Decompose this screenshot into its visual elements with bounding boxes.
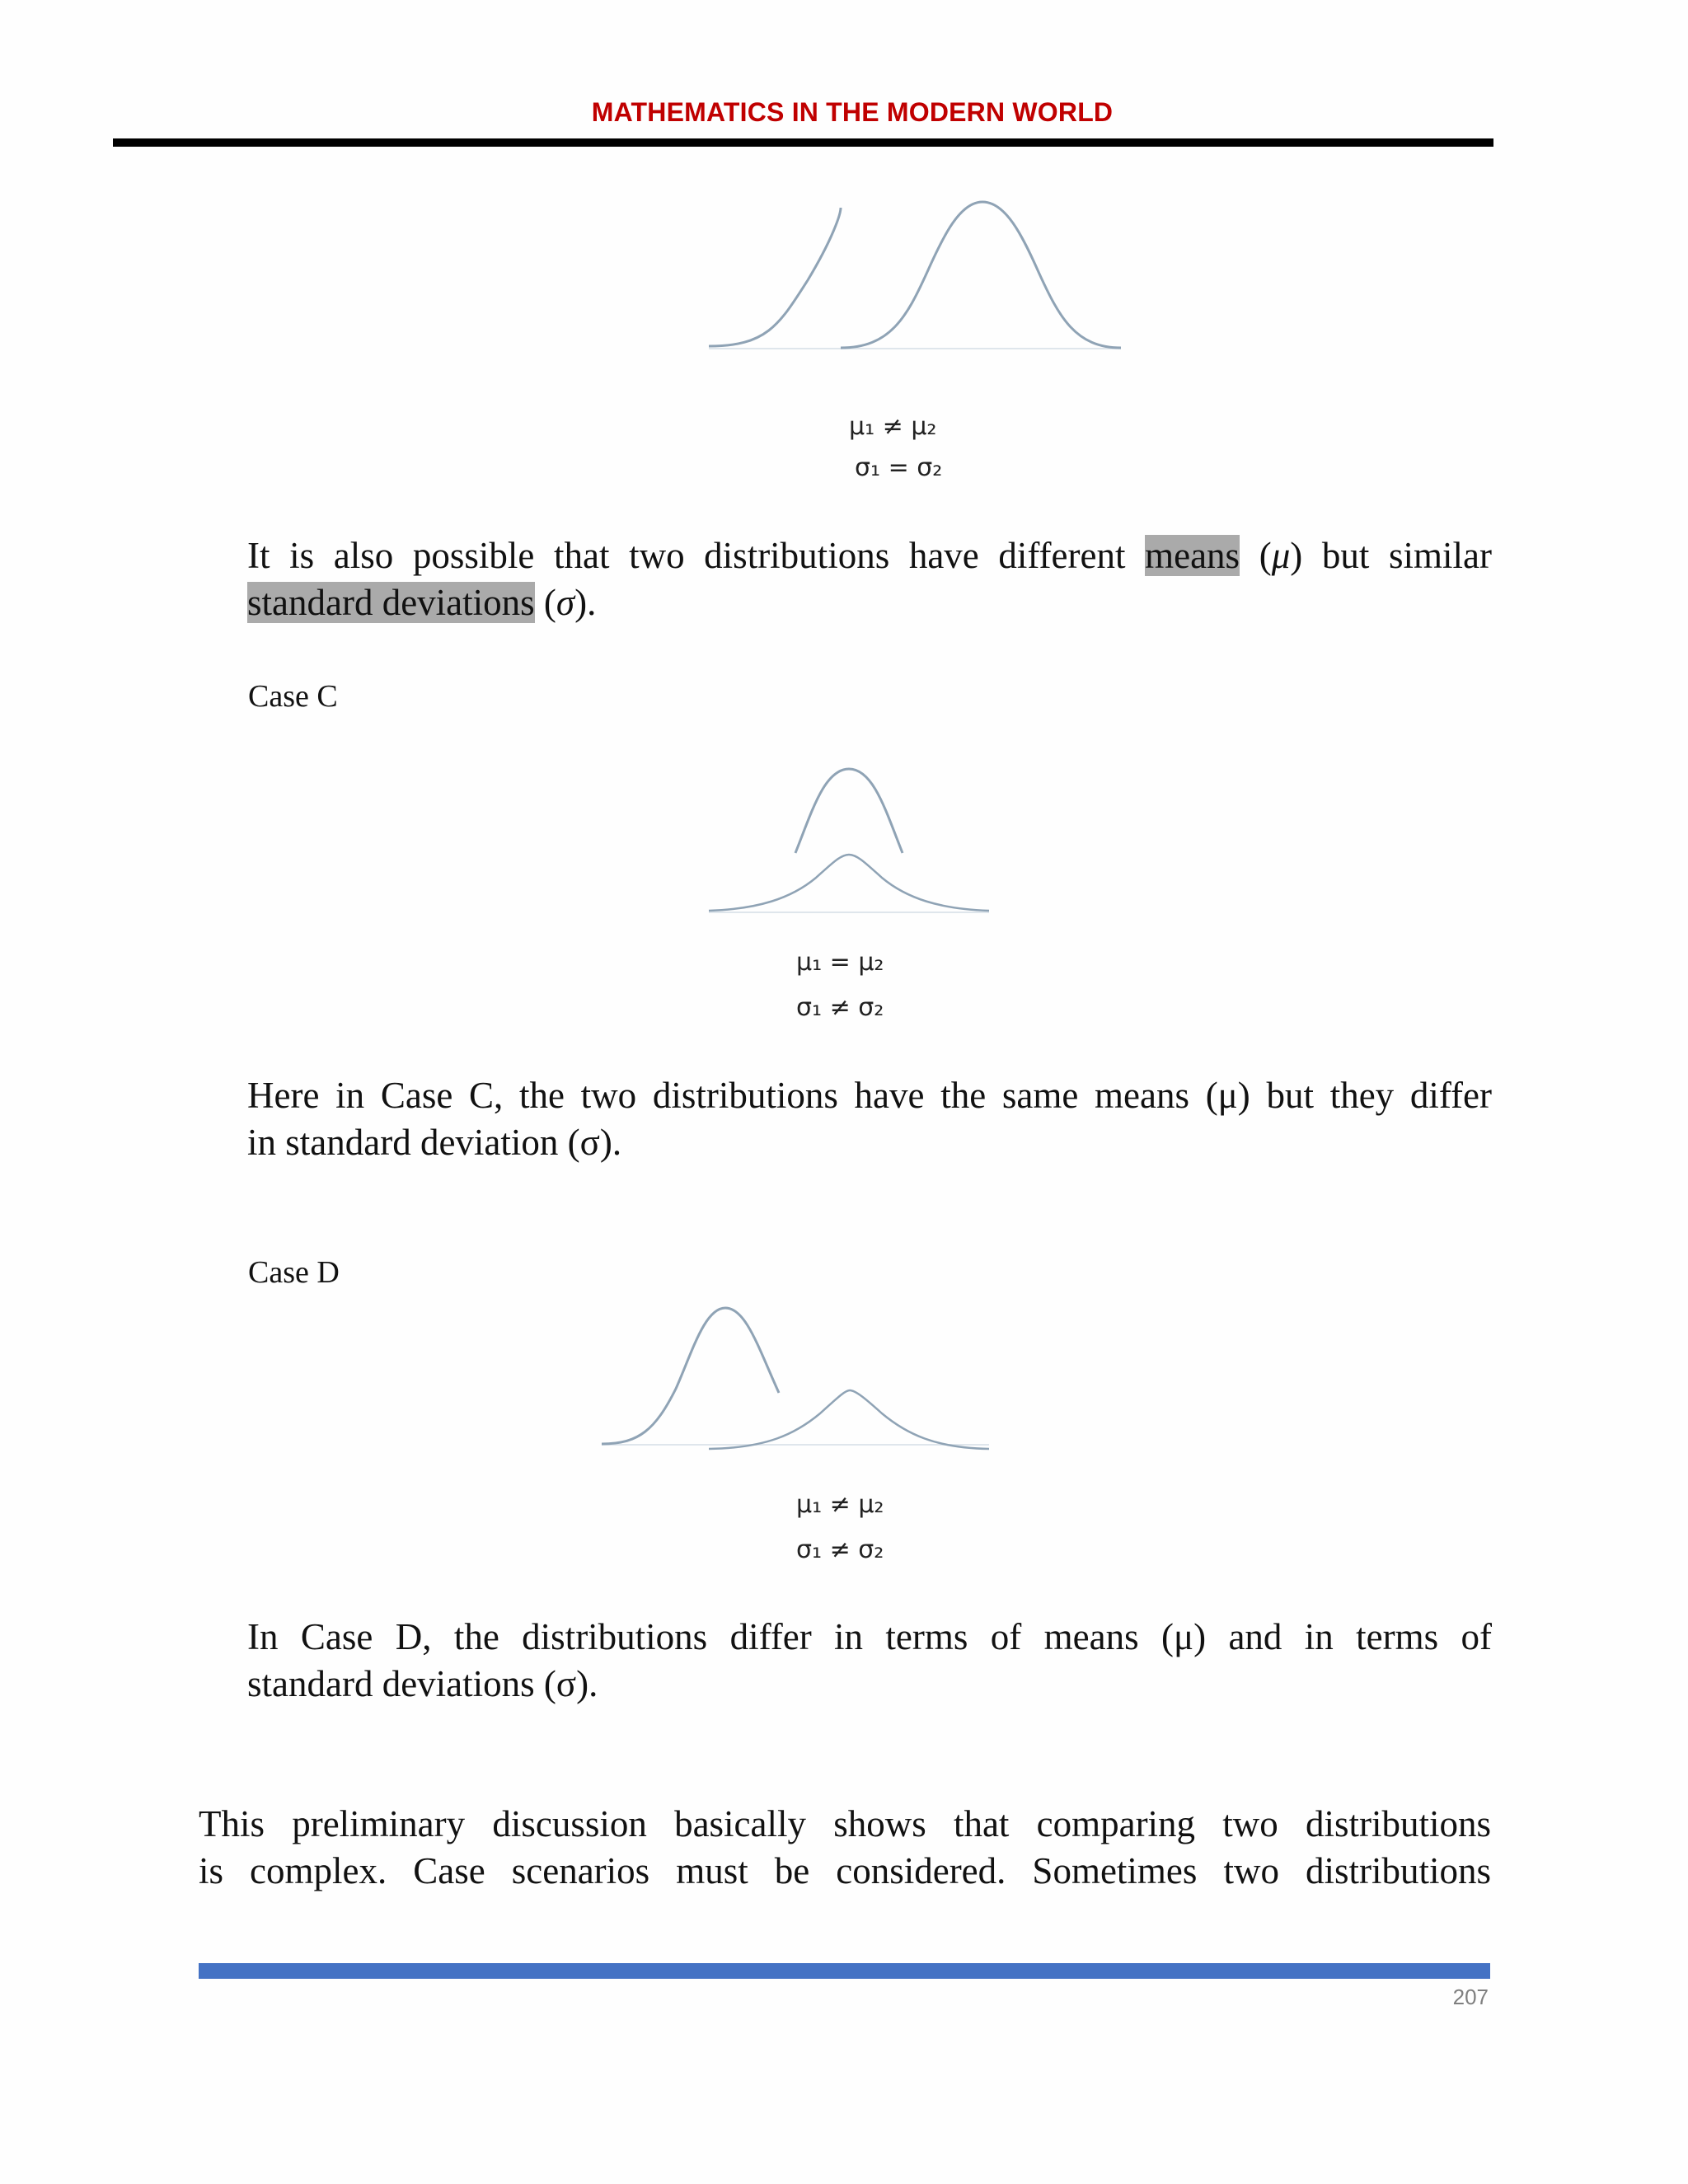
case-b-sigma: σ₁ = σ₂ [855,453,943,482]
case-b-text-7: ). [574,582,597,623]
curve-wide [709,855,989,911]
curve-narrow [602,1308,779,1444]
header-title: MATHEMATICS IN THE MODERN WORLD [591,97,1114,127]
highlight-standard-deviations: standard deviations [247,582,535,623]
curve-narrow [795,769,903,853]
case-b-mu-symbol: μ [1271,535,1291,576]
case-b-text-2: ( [1240,535,1272,576]
case-d-paragraph [247,1614,1492,1708]
curve-2 [841,202,1121,348]
case-b-text-0: It is also possible that two distributions have different [247,535,1146,576]
case-d-line-2: standard deviations (σ). [247,1663,598,1704]
case-b-paragraph [247,532,1492,626]
closing-paragraph [199,1801,1491,1895]
case-b-text-4: ) but similar [1290,535,1492,576]
case-c-line-1: Here in Case C, the two distributions have the same means (μ) but they differ [247,1075,1492,1116]
case-d-label: Case D [248,1255,340,1290]
figure-case-b [701,190,1129,363]
case-b-sigma-symbol: σ [556,582,575,623]
case-d-sigma: σ₁ ≠ σ₂ [796,1535,884,1564]
curve-wide [709,1390,989,1449]
page-number: 207 [1452,1985,1489,2009]
case-c-paragraph [247,1072,1492,1166]
closing-line-1: This preliminary discussion basically shows that comparing two distributions [199,1803,1491,1844]
case-c-label: Case C [248,679,338,714]
case-c-line-2: in standard deviation (σ). [247,1122,622,1163]
case-d-line-1: In Case D, the distributions differ in terms of means (μ) and in terms of [247,1616,1492,1657]
closing-line-2: is complex. Case scenarios must be considered. Sometimes two distributions [199,1850,1491,1891]
case-c-sigma: σ₁ ≠ σ₂ [796,993,884,1022]
footer-rule [199,1963,1490,1979]
figure-case-c [701,754,997,919]
highlight-means: means [1145,535,1240,576]
case-b-text-5: ( [534,582,556,623]
curve-1 [709,208,841,346]
figure-case-d [593,1290,997,1455]
header-rule [113,138,1493,147]
case-b-mu: μ₁ ≠ μ₂ [849,412,937,441]
case-d-mu: μ₁ ≠ μ₂ [796,1490,884,1519]
case-c-mu: μ₁ = μ₂ [796,948,884,977]
